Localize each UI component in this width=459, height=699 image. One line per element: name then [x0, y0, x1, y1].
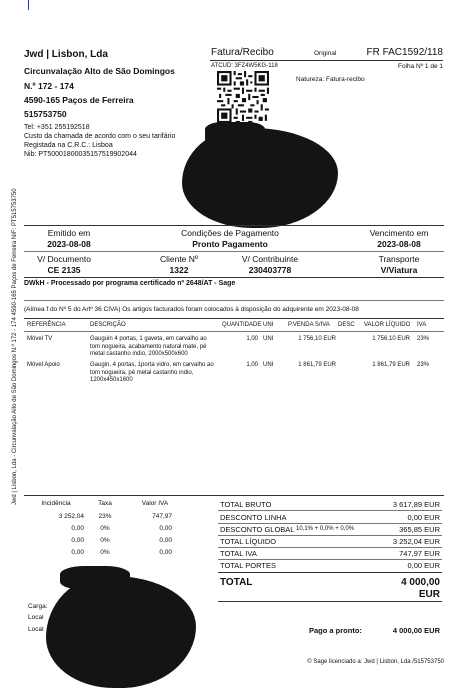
client-label: Cliente Nº: [159, 254, 199, 264]
company-nif: 515753750: [24, 109, 67, 119]
totals-rule: [218, 547, 442, 548]
vat-rate: 23%: [98, 513, 112, 520]
transport-value: V/Viatura: [380, 265, 418, 275]
doc-page: Folha Nº 1 de 1: [397, 63, 443, 70]
doc-atcud: ATCUD: 3FZ4W5KG-118: [211, 63, 278, 69]
issued-value: 2023-08-08: [47, 239, 91, 249]
line-discount-label: DESCONTO LINHA: [220, 513, 287, 522]
totals-rule: [218, 510, 442, 511]
certification-text: DWkH - Processado por programa certificado nº 2648/AT - Sage: [24, 280, 236, 287]
doc-number: FR FAC1592/118: [366, 47, 443, 58]
lines-header-rule: [24, 331, 444, 332]
conditions-value: Pronto Pagamento: [192, 239, 268, 249]
col-header-unit: UNI: [263, 322, 274, 328]
company-address-line2: N.º 172 - 174: [24, 81, 74, 91]
col-header-net: VALOR LÍQUIDO: [364, 322, 411, 328]
total-vat-value: 747,97 EUR: [399, 549, 440, 558]
row-price: 1 861,79 EUR: [298, 362, 336, 368]
total-shipping-value: 0,00 EUR: [407, 561, 440, 570]
line-discount-value: 0,00 EUR: [407, 513, 440, 522]
payment-label: Pago a pronto:: [309, 626, 362, 635]
terms-bottom-rule: [24, 277, 444, 278]
doc-header-rule: [210, 60, 443, 61]
vat-rate: 0%: [100, 549, 110, 556]
taxid-value: 230403778: [248, 265, 292, 275]
vat-amount: 0,00: [159, 525, 172, 532]
col-header-discount: DESC: [338, 322, 355, 328]
vat-header-incidence: Incidência: [41, 500, 71, 507]
vat-header-amount: Valor IVA: [141, 500, 169, 507]
company-address-line1: Circunvalação Alto de São Domingos: [24, 66, 175, 76]
cargo-label: Carga:: [28, 603, 48, 610]
terms-mid-rule: [24, 251, 444, 252]
redaction-shipping: [46, 576, 196, 688]
qr-code: [217, 71, 269, 123]
totals-rule: [218, 535, 442, 536]
vat-rate: 0%: [100, 525, 110, 532]
footer-license: © Sage licenciado a: Jwd | Lisbon, Lda /515753750: [307, 659, 444, 665]
total-net-label: TOTAL LÍQUIDO: [220, 537, 277, 546]
col-header-desc: DESCRIÇÃO: [90, 322, 126, 328]
doc-copy: Original: [314, 50, 337, 57]
row-unit: UNI: [263, 336, 274, 342]
col-header-price: P.VENDA S/IVA: [288, 322, 330, 328]
total-label: TOTAL: [220, 577, 253, 588]
row-ref: Móvel Apoio: [27, 362, 60, 368]
company-name: Jwd | Lisbon, Lda: [24, 49, 108, 60]
row-net: 1 861,79 EUR: [372, 362, 410, 368]
doc-nature: Natureza: Fatura-recibo: [296, 76, 365, 83]
row-qty: 1,00: [246, 362, 258, 368]
issued-label: Emitido em: [47, 228, 91, 238]
company-postal: 4590-165 Paços de Ferreira: [24, 95, 134, 105]
local-unload-label: Local: [28, 626, 44, 633]
totals-rule: [218, 559, 442, 560]
vat-incidence: 0,00: [71, 549, 84, 556]
vat-incidence: 0,00: [71, 537, 84, 544]
global-discount-pct: 10,1% + 0,0% + 0,0%: [296, 526, 355, 532]
total-gross-value: 3 617,89 EUR: [392, 500, 440, 509]
row-net: 1 756,10 EUR: [372, 336, 410, 342]
totals-bottom-rule: [218, 601, 442, 602]
total-shipping-label: TOTAL PORTES: [220, 561, 276, 570]
civa-note: (Alínea f do Nº 5 do Artº 36 CIVA) Os artigos facturados foram colocados à disposição do adquirente em 2023-08-08: [24, 306, 359, 313]
payment-value: 4 000,00 EUR: [392, 626, 440, 635]
client-value: 1322: [169, 265, 189, 275]
side-legal-text: Jwd | Lisbon, Lda - Circunvalação Alto de São Domingos N.º 172 - 174 4590-165 Paços de Ferreira NIF: PT515753750: [12, 188, 18, 505]
due-value: 2023-08-08: [377, 239, 421, 249]
total-currency: EUR: [418, 589, 440, 600]
conditions-label: Condições de Pagamento: [181, 228, 279, 238]
global-discount-label: DESCONTO GLOBAL: [220, 525, 295, 534]
col-header-ref: REFERÊNCIA: [27, 322, 66, 328]
company-nib: Nib: PT50001800035157519902044: [24, 151, 137, 158]
vat-incidence: 3 252,04: [58, 513, 84, 520]
vat-rate: 0%: [100, 537, 110, 544]
row-qty: 1,00: [246, 336, 258, 342]
redaction-client-top: [205, 122, 265, 146]
summary-top-rule: [24, 495, 444, 496]
terms-top-rule: [24, 225, 444, 226]
total-gross-label: TOTAL BRUTO: [220, 500, 272, 509]
row-price: 1 756,10 EUR: [298, 336, 336, 342]
transport-label: Transporte: [378, 254, 420, 264]
company-tel: Tel: +351 255192518: [24, 124, 90, 131]
row-desc: Gauguin 4 portas, 1 gaveta, em carvalho ao tom nogueira, acabamento natural mate, pé metal castanho indio, 2000x500x600: [90, 336, 207, 357]
vat-header-rate: Taxa: [98, 500, 112, 507]
yourdoc-label: V/ Documento: [37, 254, 91, 264]
vat-amount: 0,00: [159, 537, 172, 544]
total-vat-label: TOTAL IVA: [220, 549, 257, 558]
yourdoc-value: CE 2135: [47, 265, 81, 275]
totals-rule: [218, 572, 442, 573]
row-unit: UNI: [263, 362, 274, 368]
vat-amount: 0,00: [159, 549, 172, 556]
local-load-label: Local: [28, 614, 44, 621]
scan-mark: [28, 0, 29, 10]
lines-top-rule: [24, 318, 444, 319]
total-net-value: 3 252,04 EUR: [392, 537, 440, 546]
redaction-shipping-top: [60, 566, 130, 590]
global-discount-value: 365,85 EUR: [399, 525, 440, 534]
taxid-label: V/ Contribuinte: [241, 254, 299, 264]
company-tariff: Custo da chamada de acordo com o seu tarifário: [24, 133, 176, 140]
doc-type: Fatura/Recibo: [211, 47, 274, 58]
col-header-vat: IVA: [417, 322, 427, 328]
row-ref: Móvel TV: [27, 336, 53, 342]
row-vat: 23%: [417, 336, 430, 342]
col-header-qty: QUANTIDADE: [222, 322, 262, 328]
total-amount: 4 000,00: [401, 577, 440, 588]
vat-incidence: 0,00: [71, 525, 84, 532]
due-label: Vencimento em: [369, 228, 429, 238]
totals-rule: [218, 523, 442, 524]
row-desc: Gaugin, 4 portas, 1porta vidro, em carvalho ao tom nogueira, pé metal castanho indio, 1200x450x1600: [90, 362, 214, 383]
company-registry: Registada na C.R.C.: Lisboa: [24, 142, 113, 149]
note-top-rule: [24, 300, 444, 301]
vat-amount: 747,97: [152, 513, 172, 520]
row-vat: 23%: [417, 362, 430, 368]
